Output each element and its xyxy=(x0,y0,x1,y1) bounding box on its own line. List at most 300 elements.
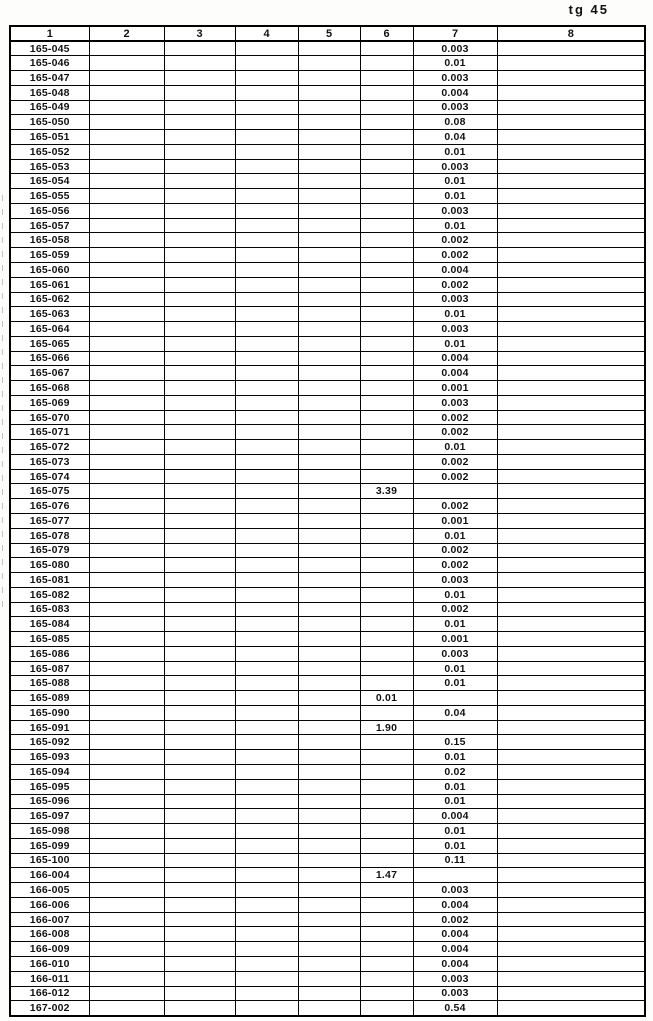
value-cell xyxy=(164,573,235,588)
row-id-cell: 165-084 xyxy=(10,617,89,632)
value-cell xyxy=(298,514,360,529)
value-cell xyxy=(497,543,645,558)
row-id-cell: 165-071 xyxy=(10,425,89,440)
value-cell xyxy=(89,262,164,277)
value-cell xyxy=(235,292,298,307)
value-cell xyxy=(497,868,645,883)
value-cell xyxy=(235,883,298,898)
value-cell xyxy=(360,956,413,971)
value-cell xyxy=(164,248,235,263)
value-cell: 0.003 xyxy=(413,203,497,218)
value-cell xyxy=(497,528,645,543)
value-cell xyxy=(298,203,360,218)
value-cell: 0.003 xyxy=(413,573,497,588)
value-cell xyxy=(89,71,164,86)
value-cell xyxy=(164,868,235,883)
value-cell xyxy=(298,292,360,307)
table-row xyxy=(10,661,645,676)
value-cell: 3.39 xyxy=(360,484,413,499)
value-cell xyxy=(413,691,497,706)
value-cell xyxy=(164,410,235,425)
value-cell xyxy=(235,528,298,543)
table-row xyxy=(10,336,645,351)
value-cell xyxy=(298,897,360,912)
value-cell xyxy=(164,366,235,381)
value-cell xyxy=(360,853,413,868)
value-cell xyxy=(164,425,235,440)
value-cell xyxy=(298,218,360,233)
table-row xyxy=(10,750,645,765)
value-cell xyxy=(164,956,235,971)
value-cell xyxy=(235,543,298,558)
value-cell xyxy=(298,587,360,602)
value-cell xyxy=(360,262,413,277)
row-id-cell: 165-054 xyxy=(10,174,89,189)
column-header: 5 xyxy=(298,26,360,41)
table-row xyxy=(10,307,645,322)
scan-edge-artifact xyxy=(2,195,3,615)
value-cell: 0.002 xyxy=(413,425,497,440)
value-cell xyxy=(235,203,298,218)
value-cell: 0.01 xyxy=(413,440,497,455)
value-cell xyxy=(89,809,164,824)
value-cell xyxy=(89,41,164,56)
value-cell xyxy=(164,912,235,927)
table-row xyxy=(10,735,645,750)
table-row xyxy=(10,292,645,307)
value-cell xyxy=(298,691,360,706)
row-id-cell: 165-085 xyxy=(10,632,89,647)
value-cell xyxy=(360,248,413,263)
value-cell: 0.003 xyxy=(413,646,497,661)
table-row xyxy=(10,366,645,381)
value-cell xyxy=(164,853,235,868)
value-cell: 0.001 xyxy=(413,514,497,529)
column-header: 2 xyxy=(89,26,164,41)
value-cell xyxy=(298,824,360,839)
value-cell xyxy=(497,410,645,425)
value-cell xyxy=(360,676,413,691)
value-cell xyxy=(360,233,413,248)
value-cell xyxy=(298,484,360,499)
value-cell xyxy=(497,558,645,573)
value-cell: 0.01 xyxy=(413,779,497,794)
value-cell xyxy=(164,1001,235,1016)
row-id-cell: 165-055 xyxy=(10,189,89,204)
value-cell xyxy=(89,617,164,632)
value-cell xyxy=(298,661,360,676)
value-cell xyxy=(89,942,164,957)
value-cell xyxy=(360,292,413,307)
value-cell xyxy=(298,499,360,514)
value-cell xyxy=(360,617,413,632)
row-id-cell: 165-072 xyxy=(10,440,89,455)
row-id-cell: 166-006 xyxy=(10,897,89,912)
value-cell xyxy=(497,720,645,735)
value-cell xyxy=(497,632,645,647)
column-header: 6 xyxy=(360,26,413,41)
table-row xyxy=(10,838,645,853)
value-cell xyxy=(164,942,235,957)
value-cell xyxy=(89,366,164,381)
value-cell xyxy=(360,558,413,573)
value-cell xyxy=(360,632,413,647)
value-cell xyxy=(298,440,360,455)
value-cell xyxy=(298,543,360,558)
table-row xyxy=(10,71,645,86)
value-cell xyxy=(497,883,645,898)
value-cell xyxy=(235,735,298,750)
value-cell xyxy=(235,425,298,440)
value-cell xyxy=(89,159,164,174)
value-cell xyxy=(360,174,413,189)
value-cell xyxy=(89,425,164,440)
table-row xyxy=(10,853,645,868)
value-cell xyxy=(89,248,164,263)
value-cell xyxy=(360,454,413,469)
row-id-cell: 165-080 xyxy=(10,558,89,573)
value-cell xyxy=(235,1001,298,1016)
value-cell: 0.11 xyxy=(413,853,497,868)
value-cell xyxy=(235,720,298,735)
row-id-cell: 165-065 xyxy=(10,336,89,351)
value-cell xyxy=(89,587,164,602)
value-cell xyxy=(164,602,235,617)
row-id-cell: 165-076 xyxy=(10,499,89,514)
value-cell xyxy=(497,676,645,691)
value-cell xyxy=(497,735,645,750)
row-id-cell: 165-050 xyxy=(10,115,89,130)
value-cell xyxy=(235,484,298,499)
row-id-cell: 166-012 xyxy=(10,986,89,1001)
value-cell xyxy=(360,307,413,322)
value-cell xyxy=(89,499,164,514)
table-row xyxy=(10,262,645,277)
value-cell xyxy=(497,292,645,307)
value-cell: 0.004 xyxy=(413,262,497,277)
table-row xyxy=(10,765,645,780)
value-cell xyxy=(164,646,235,661)
value-cell xyxy=(164,587,235,602)
value-cell xyxy=(360,838,413,853)
value-cell xyxy=(89,573,164,588)
value-cell xyxy=(298,986,360,1001)
table-row xyxy=(10,100,645,115)
table-row xyxy=(10,942,645,957)
value-cell xyxy=(298,56,360,71)
table-row xyxy=(10,322,645,337)
column-header: 1 xyxy=(10,26,89,41)
table-row xyxy=(10,203,645,218)
value-cell xyxy=(89,868,164,883)
value-cell xyxy=(360,587,413,602)
value-cell: 0.04 xyxy=(413,130,497,145)
value-cell xyxy=(360,130,413,145)
value-cell xyxy=(497,425,645,440)
value-cell xyxy=(298,189,360,204)
row-id-cell: 165-062 xyxy=(10,292,89,307)
value-cell xyxy=(89,705,164,720)
value-cell xyxy=(497,218,645,233)
value-cell xyxy=(235,558,298,573)
value-cell xyxy=(497,351,645,366)
value-cell xyxy=(360,469,413,484)
value-cell xyxy=(235,809,298,824)
value-cell: 0.001 xyxy=(413,381,497,396)
value-cell xyxy=(89,189,164,204)
value-cell xyxy=(164,130,235,145)
value-cell xyxy=(164,189,235,204)
row-id-cell: 165-056 xyxy=(10,203,89,218)
value-cell: 0.04 xyxy=(413,705,497,720)
value-cell xyxy=(298,71,360,86)
value-cell: 0.002 xyxy=(413,233,497,248)
value-cell xyxy=(298,927,360,942)
value-cell xyxy=(360,912,413,927)
value-cell xyxy=(235,942,298,957)
value-cell xyxy=(298,115,360,130)
value-cell xyxy=(89,912,164,927)
value-cell: 0.001 xyxy=(413,632,497,647)
value-cell xyxy=(298,809,360,824)
value-cell: 0.01 xyxy=(360,691,413,706)
value-cell xyxy=(360,779,413,794)
value-cell xyxy=(235,174,298,189)
value-cell xyxy=(497,277,645,292)
value-cell: 0.003 xyxy=(413,322,497,337)
value-cell xyxy=(89,454,164,469)
value-cell xyxy=(497,115,645,130)
value-cell xyxy=(497,499,645,514)
value-cell xyxy=(298,41,360,56)
value-cell xyxy=(360,927,413,942)
value-cell xyxy=(497,853,645,868)
value-cell: 0.002 xyxy=(413,469,497,484)
value-cell xyxy=(497,765,645,780)
value-cell xyxy=(497,661,645,676)
value-cell xyxy=(89,661,164,676)
value-cell: 0.003 xyxy=(413,159,497,174)
row-id-cell: 165-095 xyxy=(10,779,89,794)
row-id-cell: 165-059 xyxy=(10,248,89,263)
value-cell xyxy=(89,883,164,898)
value-cell: 0.08 xyxy=(413,115,497,130)
value-cell xyxy=(164,85,235,100)
value-cell: 0.01 xyxy=(413,794,497,809)
row-id-cell: 165-052 xyxy=(10,144,89,159)
table-row xyxy=(10,410,645,425)
value-cell xyxy=(235,838,298,853)
value-cell xyxy=(235,469,298,484)
value-cell xyxy=(298,971,360,986)
table-row xyxy=(10,425,645,440)
value-cell: 0.54 xyxy=(413,1001,497,1016)
value-cell xyxy=(164,824,235,839)
value-cell xyxy=(360,794,413,809)
value-cell xyxy=(235,71,298,86)
value-cell xyxy=(235,454,298,469)
row-id-cell: 165-045 xyxy=(10,41,89,56)
value-cell xyxy=(360,336,413,351)
table-row xyxy=(10,897,645,912)
value-cell xyxy=(298,602,360,617)
value-cell: 0.01 xyxy=(413,218,497,233)
row-id-cell: 165-094 xyxy=(10,765,89,780)
row-id-cell: 165-093 xyxy=(10,750,89,765)
value-cell: 0.01 xyxy=(413,174,497,189)
value-cell xyxy=(235,144,298,159)
header-row xyxy=(10,26,645,41)
table-row xyxy=(10,85,645,100)
value-cell xyxy=(497,336,645,351)
value-cell: 0.01 xyxy=(413,336,497,351)
row-id-cell: 166-007 xyxy=(10,912,89,927)
table-row xyxy=(10,130,645,145)
value-cell xyxy=(235,322,298,337)
table-row xyxy=(10,395,645,410)
value-cell xyxy=(235,395,298,410)
row-id-cell: 165-097 xyxy=(10,809,89,824)
table-row xyxy=(10,189,645,204)
value-cell xyxy=(298,100,360,115)
value-cell xyxy=(235,676,298,691)
table-row xyxy=(10,499,645,514)
value-cell xyxy=(497,440,645,455)
value-cell xyxy=(360,735,413,750)
value-cell xyxy=(89,336,164,351)
table-row xyxy=(10,646,645,661)
value-cell xyxy=(235,646,298,661)
value-cell xyxy=(497,794,645,809)
value-cell: 0.15 xyxy=(413,735,497,750)
value-cell xyxy=(164,514,235,529)
value-cell xyxy=(497,322,645,337)
value-cell: 0.003 xyxy=(413,971,497,986)
value-cell xyxy=(164,174,235,189)
value-cell xyxy=(497,1001,645,1016)
row-id-cell: 166-004 xyxy=(10,868,89,883)
row-id-cell: 165-057 xyxy=(10,218,89,233)
value-cell xyxy=(360,809,413,824)
value-cell: 0.002 xyxy=(413,248,497,263)
table-header xyxy=(10,26,645,41)
row-id-cell: 165-075 xyxy=(10,484,89,499)
value-cell xyxy=(164,262,235,277)
value-cell xyxy=(360,646,413,661)
value-cell xyxy=(89,765,164,780)
value-cell: 0.004 xyxy=(413,956,497,971)
value-cell xyxy=(164,144,235,159)
table-row xyxy=(10,351,645,366)
value-cell xyxy=(298,735,360,750)
value-cell xyxy=(89,322,164,337)
table-row xyxy=(10,233,645,248)
value-cell xyxy=(89,720,164,735)
value-cell xyxy=(298,159,360,174)
value-cell: 0.003 xyxy=(413,100,497,115)
value-cell xyxy=(164,558,235,573)
value-cell xyxy=(164,794,235,809)
table-row xyxy=(10,956,645,971)
value-cell xyxy=(360,144,413,159)
value-cell xyxy=(360,942,413,957)
row-id-cell: 165-090 xyxy=(10,705,89,720)
table-row xyxy=(10,543,645,558)
value-cell xyxy=(497,262,645,277)
row-id-cell: 166-009 xyxy=(10,942,89,957)
value-cell xyxy=(89,514,164,529)
value-cell xyxy=(89,56,164,71)
table-row xyxy=(10,602,645,617)
value-cell: 0.002 xyxy=(413,602,497,617)
value-cell xyxy=(89,558,164,573)
value-cell xyxy=(497,159,645,174)
value-cell xyxy=(235,779,298,794)
row-id-cell: 165-098 xyxy=(10,824,89,839)
value-cell xyxy=(298,853,360,868)
table-row xyxy=(10,809,645,824)
value-cell xyxy=(497,203,645,218)
value-cell xyxy=(298,277,360,292)
value-cell xyxy=(497,779,645,794)
value-cell xyxy=(235,381,298,396)
row-id-cell: 165-077 xyxy=(10,514,89,529)
value-cell xyxy=(89,853,164,868)
value-cell xyxy=(89,986,164,1001)
value-cell xyxy=(235,366,298,381)
value-cell xyxy=(360,85,413,100)
value-cell: 0.002 xyxy=(413,499,497,514)
row-id-cell: 165-099 xyxy=(10,838,89,853)
value-cell xyxy=(497,824,645,839)
value-cell xyxy=(298,174,360,189)
table-row xyxy=(10,218,645,233)
value-cell xyxy=(497,705,645,720)
row-id-cell: 165-066 xyxy=(10,351,89,366)
row-id-cell: 165-073 xyxy=(10,454,89,469)
value-cell xyxy=(298,366,360,381)
column-header: 4 xyxy=(235,26,298,41)
value-cell xyxy=(497,587,645,602)
value-cell xyxy=(89,676,164,691)
value-cell xyxy=(298,720,360,735)
value-cell: 0.003 xyxy=(413,883,497,898)
value-cell xyxy=(298,233,360,248)
table-row xyxy=(10,986,645,1001)
value-cell: 0.01 xyxy=(413,838,497,853)
value-cell xyxy=(497,750,645,765)
value-cell xyxy=(298,868,360,883)
value-cell: 0.01 xyxy=(413,189,497,204)
row-id-cell: 165-046 xyxy=(10,56,89,71)
value-cell xyxy=(298,765,360,780)
value-cell xyxy=(497,986,645,1001)
value-cell xyxy=(235,499,298,514)
table-row xyxy=(10,484,645,499)
table-row xyxy=(10,144,645,159)
value-cell xyxy=(164,897,235,912)
value-cell: 0.01 xyxy=(413,56,497,71)
value-cell xyxy=(360,661,413,676)
table-row xyxy=(10,174,645,189)
value-cell xyxy=(89,838,164,853)
value-cell xyxy=(235,705,298,720)
value-cell xyxy=(497,617,645,632)
value-cell xyxy=(89,543,164,558)
value-cell xyxy=(298,838,360,853)
value-cell xyxy=(164,750,235,765)
value-cell: 0.003 xyxy=(413,71,497,86)
